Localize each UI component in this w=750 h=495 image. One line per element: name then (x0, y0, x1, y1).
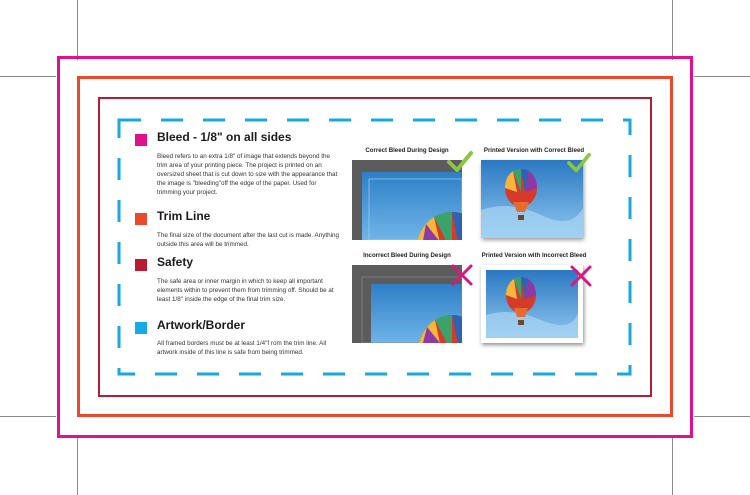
legend-safety-title: Safety (157, 255, 194, 269)
trim-swatch (135, 213, 147, 225)
bleed-swatch (135, 134, 147, 146)
legend-artwork-title: Artwork/Border (157, 318, 246, 332)
incorrect-design-panel (352, 265, 462, 343)
incorrect-print-panel (481, 265, 583, 343)
caption-correct-print: Printed Version with Correct Bleed (483, 147, 585, 154)
safety-swatch (135, 259, 147, 271)
legend-bleed-title: Bleed - 1/8" on all sides (157, 130, 292, 144)
caption-correct-design: Correct Bleed During Design (365, 147, 449, 154)
legend-trim-title: Trim Line (157, 209, 211, 223)
caption-incorrect-design: Incorrect Bleed During Design (363, 252, 451, 259)
cross-icon (569, 264, 593, 288)
check-icon (446, 150, 474, 174)
check-icon (566, 152, 592, 174)
legend-artwork-body: All framed borders must be at least 1/4"f rom the trim line. All artwork inside of this line is safe from being trimmed. (157, 340, 327, 356)
artwork-swatch (135, 322, 147, 334)
legend-trim-body: The final size of the document after the last cut is made. Anything outside this area will be trimmed. (157, 232, 340, 248)
cross-icon (450, 263, 474, 287)
legend-safety-body: The safe area or inner margin in which to keep all important elements within to prevent them from trimming off. Should be at least 1/8" inside the edge of the final trim size. (157, 278, 334, 303)
caption-incorrect-print: Printed Version with Incorrect Bleed (481, 252, 587, 259)
legend-bleed-body: Bleed refers to an extra 1/8" of image that extends beyond the trim area of your printing piece. The project is printed on an oversized sheet that is cut down to size with the appearance that the image is "bleeding"off the edge of the paper. Used for trimming your project. (157, 153, 338, 196)
